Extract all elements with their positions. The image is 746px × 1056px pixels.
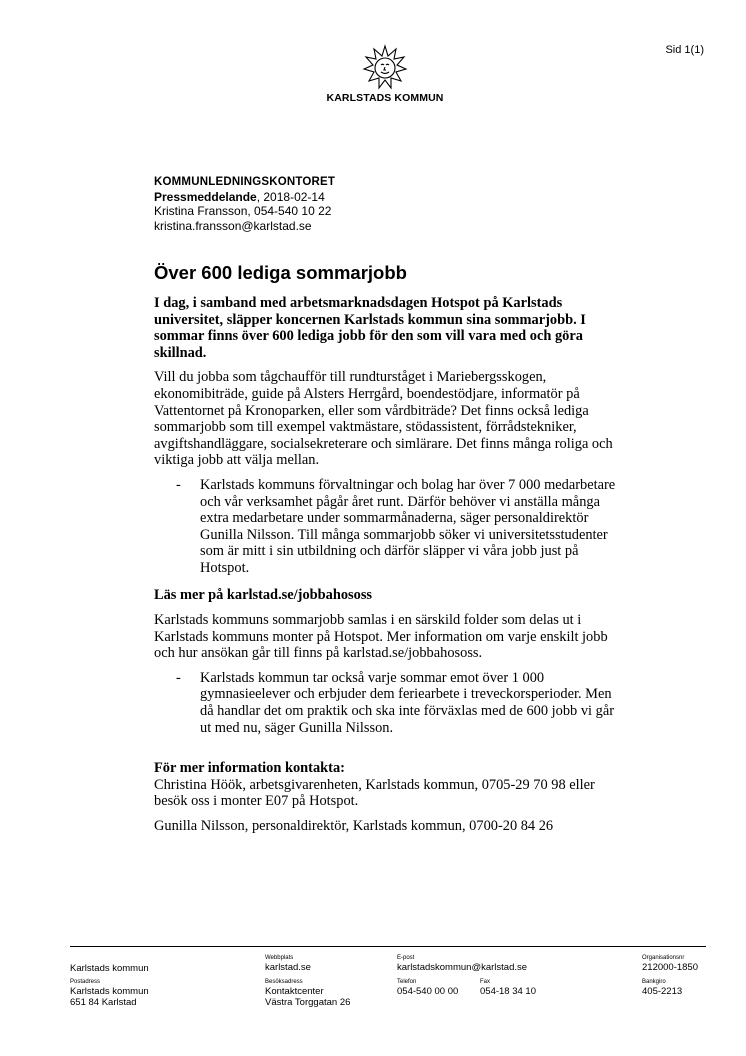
footer-orgnr: [642, 955, 698, 973]
fax-label: Fax: [480, 979, 491, 985]
doc-date: , 2018-02-14: [256, 189, 325, 204]
bankgiro-value: 405-2213: [642, 986, 683, 997]
quote-1: [154, 477, 626, 577]
orgnr-label: Organisationsnr: [642, 955, 685, 961]
sun-logo-icon: [362, 44, 408, 90]
quote-2-text: Karlstads kommun tar också varje sommar emot över 1 000 gymnasieelever och erbjuder dem feriearbete i treveckorsperioder. Men då handlar det om praktik och ska inte förväxlas med de 600 jobb vi går ut med nu, säger Gunilla Nilsson.: [200, 669, 615, 736]
footer-phone: [397, 979, 458, 997]
contact-heading: För mer information kontakta:: [154, 760, 345, 777]
quote-list-2: [154, 670, 626, 736]
web-value: karlstad.se: [265, 962, 311, 973]
postal-line-2: 651 84 Karlstad: [70, 997, 137, 1008]
subheading: Läs mer på karlstad.se/jobbahososs: [154, 586, 373, 603]
fax-value: 054-18 34 10: [480, 986, 536, 997]
visit-line-1: Kontaktcenter: [265, 986, 324, 997]
contact-2: Gunilla Nilsson, personaldirektör, Karlstads kommun, 0700-20 84 26: [154, 818, 554, 835]
visit-label: Besöksadress: [265, 979, 303, 985]
quote-2: [154, 670, 626, 736]
logo: [326, 44, 444, 104]
quote-1-text: Karlstads kommuns förvaltningar och bolag har över 7 000 medarbetare och vår verksamhet pågår året runt. Därför behöver vi anställa många extra medarbetare under sommarmånaderna, säger personaldirektör Gunilla Nilsson. Till många sommarjobb söker vi universitetsstudenter som är mitt i sin utbildning och därför släpper vi våra jobb just på Hotspot.: [200, 476, 616, 576]
orgnr-value: 212000-1850: [642, 962, 698, 973]
department: KOMMUNLEDNINGSKONTORET: [154, 176, 336, 188]
bankgiro-label: Bankgiro: [642, 979, 666, 985]
web-label: Webbplats: [265, 955, 294, 961]
phone-label: Telefon: [397, 979, 417, 985]
doc-type: Pressmeddelande: [154, 189, 257, 204]
footer-postal: [70, 979, 149, 1008]
footer-web: [265, 955, 311, 973]
doc-type-line: [154, 190, 335, 205]
sender-email: kristina.fransson@karlstad.se: [154, 218, 312, 233]
footer-org-name: Karlstads kommun: [70, 963, 149, 974]
page-number: Sid 1(1): [665, 44, 704, 56]
sender-contact: Kristina Fransson, 054-540 10 22: [154, 204, 332, 218]
sender-block: [154, 175, 335, 233]
lead-paragraph: I dag, i samband med arbetsmarknadsdagen Hotspot på Karlstads universitet, släpper koncernen Karlstads kommun sina sommarjobb. I sommar finns över 600 lediga jobb för den som vill vara med och göra skillnad.: [154, 295, 586, 361]
dash-bullet: -: [176, 476, 181, 493]
article: [154, 262, 626, 843]
phone-value: 054-540 00 00: [397, 986, 459, 997]
contact-1: Christina Höök, arbetsgivarenheten, Karlstads kommun, 0705-29 70 98 eller besök oss i monter E07 på Hotspot.: [154, 776, 595, 810]
article-title: Över 600 lediga sommarjobb: [154, 262, 407, 283]
email-label: E-post: [397, 955, 415, 961]
postal-label: Postadress: [70, 979, 101, 985]
quote-list-1: [154, 477, 626, 577]
dash-bullet: -: [176, 669, 181, 686]
footer-visit: [265, 979, 350, 1008]
footer-bankgiro: [642, 979, 682, 997]
paragraph-2: Karlstads kommuns sommarjobb samlas i en särskild folder som delas ut i Karlstads kommuns monter på Hotspot. Mer information om varje enskilt jobb och hur ansökan går till finns på karlstad.se/jobbahososs.: [154, 612, 608, 662]
logo-text: KARLSTADS KOMMUN: [326, 92, 444, 104]
postal-line-1: Karlstads kommun: [70, 986, 149, 997]
email-value: karlstadskommun@karlstad.se: [397, 962, 528, 973]
footer-fax: [480, 979, 536, 997]
footer-email: [397, 955, 527, 973]
visit-line-2: Västra Torggatan 26: [265, 997, 351, 1008]
footer-divider: [70, 946, 706, 947]
paragraph-1: Vill du jobba som tågchaufför till rundturståget i Mariebergsskogen, ekonomibiträde, guide på Alsters Herrgård, boendestödjare, informatör på Vattentornet på Kronoparken, eller som vårdbiträde? Det finns också lediga sommarjobb som till exempel vaktmästare, stödassistent, förrådstekniker, avgiftshandläggare, socialsekreterare och simlärare. Det finns många roliga och viktiga jobb att välja mellan.: [154, 369, 613, 469]
